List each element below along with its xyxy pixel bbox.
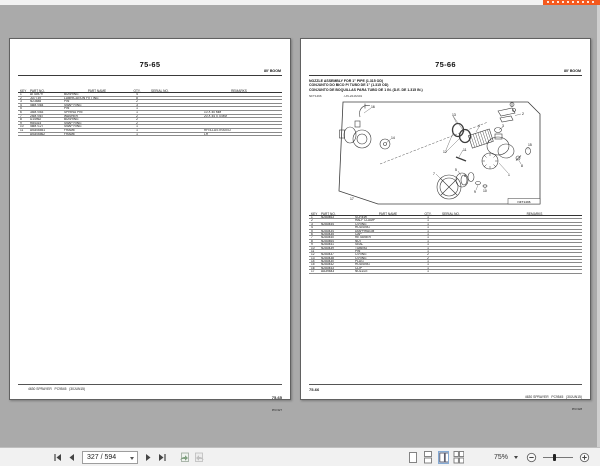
zoom-dropdown-caret-icon[interactable] (514, 456, 518, 459)
col-header-part-name: PART NAME (378, 212, 398, 216)
table-row: 17 AA39843 NOZZLE 1 (309, 270, 582, 273)
section-label: 80' BOOM (563, 69, 581, 73)
document-page-right (300, 38, 591, 411)
figure-corner-label: NFT1496 (517, 199, 531, 204)
callout-5: 5 (455, 168, 457, 172)
table-row: 7 N280440 RETAINER 1 (309, 236, 582, 239)
table-row: AN306562 FRAME 1 LH (18, 133, 282, 137)
footer-rule (309, 384, 582, 385)
table-row: 1 AT43979 BUSHING 4 (18, 93, 282, 97)
table-row: 13 N280438 O-RING 2 (309, 257, 582, 260)
zoom-slider[interactable] (543, 454, 573, 461)
page-number-input[interactable] (82, 451, 138, 464)
top-strip (0, 0, 600, 5)
page-title: 75-65 (139, 60, 161, 69)
callout-9: 9 (474, 190, 476, 194)
col-header-qty: QTY. (133, 89, 141, 93)
caption-en: NOZZLE ASSEMBLY FOR 1" PIPE (1.315 OD) (309, 79, 384, 83)
figure-id: NFT1496 (309, 94, 322, 98)
table-row: 4 46M7064 SNAP RING 3 (18, 104, 282, 108)
table-row: 5 PIN 1 (18, 107, 282, 111)
parts-table (18, 88, 282, 136)
footer-rule (18, 384, 282, 385)
col-header-part-no: PART NO. (321, 212, 336, 216)
table-row: 3 N23685 PIN 2 (18, 100, 282, 104)
footer-pn: PN=327 (271, 408, 282, 412)
table-row: 15 N280442 HOUSING 1 (309, 263, 582, 266)
notification-bar[interactable] (543, 0, 600, 5)
table-row: 2 HALF CLAMP 1 (309, 219, 582, 222)
page-dropdown-caret-icon[interactable] (130, 457, 134, 460)
previous-view-button[interactable] (179, 451, 190, 464)
last-page-button[interactable] (157, 451, 168, 464)
callout-11: 11 (463, 148, 467, 152)
col-header-part-no: PART NO. (30, 89, 45, 93)
footer-page-number: 75-66 (309, 387, 320, 392)
assembly-captions (309, 79, 582, 92)
table-row: 3 N280444 O-RING 1 (309, 223, 582, 226)
col-header-remarks: REMARKS (526, 212, 543, 216)
figure-meta (309, 94, 362, 98)
callout-7: 7 (433, 172, 435, 176)
caption-es: CONJUNTO DE BOQUILLAS PARA TUBO DE 1 IN. (D.E. DE 1.315 IN.) (309, 87, 423, 92)
section-label: 80' BOOM (263, 69, 281, 73)
header-rule (18, 75, 282, 76)
page-number-value: 327 / 594 (87, 454, 117, 461)
zoom-out-button[interactable] (526, 451, 537, 464)
continuous-layout-button[interactable] (423, 451, 434, 464)
callout-4: 4 (478, 124, 480, 128)
table-row: 7 24M7067 WASHER 2 20 X 44 X 4 MM (18, 115, 282, 119)
single-page-layout-button[interactable] (408, 451, 419, 464)
table-row: 4 HOUSING 1 (309, 226, 582, 229)
table-body (18, 93, 282, 136)
next-view-button[interactable] (193, 451, 204, 464)
callout-6: 6 (464, 174, 466, 178)
table-row: 2 JD7739 LUBRICATION FITTING 8 (18, 97, 282, 101)
col-header-qty: QTY. (424, 212, 432, 216)
col-header-serial: SERIAL NO. (151, 89, 169, 93)
table-row: 11 PIN 1 (309, 250, 582, 253)
page-footer (18, 387, 282, 412)
nozzle-assembly-drawing (338, 101, 541, 206)
two-page-continuous-layout-button[interactable] (453, 451, 464, 464)
table-row: 10 46M7127 SNAP RING 1 (18, 125, 282, 129)
table-row: 8 U14962 BUSHING 2 (18, 118, 282, 122)
zoom-slider-handle[interactable] (553, 454, 556, 461)
table-body (309, 216, 582, 274)
callout-8: 8 (521, 164, 523, 168)
header-rule (309, 75, 582, 76)
parts-table (309, 211, 582, 274)
table-row: 6 N280435 CAP 1 (309, 233, 582, 236)
table-row: 5 N280434 DIAPHRAGM 1 (309, 230, 582, 233)
callout-10: 10 (483, 189, 487, 193)
table-row: 11 AN306551 FRAME 1 RH ILLUSTRATED (18, 129, 282, 133)
col-header-serial: SERIAL NO. (442, 212, 460, 216)
col-header-part-name: PART NAME (87, 89, 107, 93)
zoom-level-value[interactable]: 75% (493, 454, 508, 461)
table-row: 14 N280430 PLUG 1 (309, 260, 582, 263)
zoom-slider-track (543, 457, 573, 458)
callout-14: 14 (391, 136, 395, 140)
callout-17: 17 (350, 197, 354, 201)
footer-page-number: 75-65 (271, 395, 282, 400)
viewer-toolbar (0, 447, 600, 466)
table-row: 8 N280464 NUT 1 (309, 240, 582, 243)
caption-pt: CONJUNTO DO BICO P/ TUBO DE 1" (1.315 OD) (309, 83, 389, 88)
callout-3: 3 (502, 124, 504, 128)
notification-text-marks (547, 1, 596, 3)
previous-page-button[interactable] (66, 451, 77, 464)
callout-13: 13 (452, 113, 456, 117)
next-page-button[interactable] (143, 451, 154, 464)
table-row: 6 34M7053 SPRING PIN 1 10 X 40 MM (18, 111, 282, 115)
page-title: 75-66 (435, 60, 456, 69)
table-row: 12 N280437 O-RING 2 (309, 253, 582, 256)
two-page-layout-button[interactable] (438, 451, 449, 464)
footer-publication: 4630 SPRAYER PC9545 (30JUN15) (28, 387, 86, 391)
callout-1: 1 (508, 173, 510, 177)
callout-2: 2 (522, 112, 524, 116)
callout-16: 16 (371, 105, 375, 109)
col-header-key: KEY (311, 212, 318, 216)
col-header-remarks: REMARKS (231, 89, 247, 93)
table-row: 1 N280463 SCREW 1 (309, 216, 582, 219)
zoom-layout-group (408, 448, 590, 466)
figure-date: -UN-22JAN01 (343, 94, 363, 98)
zoom-in-button[interactable] (579, 451, 590, 464)
table-row: 16 N280443 CLIP 1 (309, 267, 582, 270)
page-footer (309, 387, 582, 411)
callout-12: 12 (443, 150, 447, 154)
table-row: 10 N280439 TUBING 1 (309, 247, 582, 250)
document-page-left (9, 38, 291, 412)
first-page-button[interactable] (52, 451, 63, 464)
table-row: 9 N280441 SEAL 1 (309, 243, 582, 246)
callout-15: 15 (528, 143, 532, 147)
table-row: 9 R84314 SNAP RING 2 (18, 122, 282, 126)
footer-pn: PN=328 (571, 407, 582, 411)
exploded-view-figure (338, 101, 541, 206)
col-header-key: KEY (20, 89, 27, 93)
page-navigation-group (52, 448, 204, 466)
footer-publication: 4630 SPRAYER PC9545 (30JUN15) (524, 395, 582, 399)
